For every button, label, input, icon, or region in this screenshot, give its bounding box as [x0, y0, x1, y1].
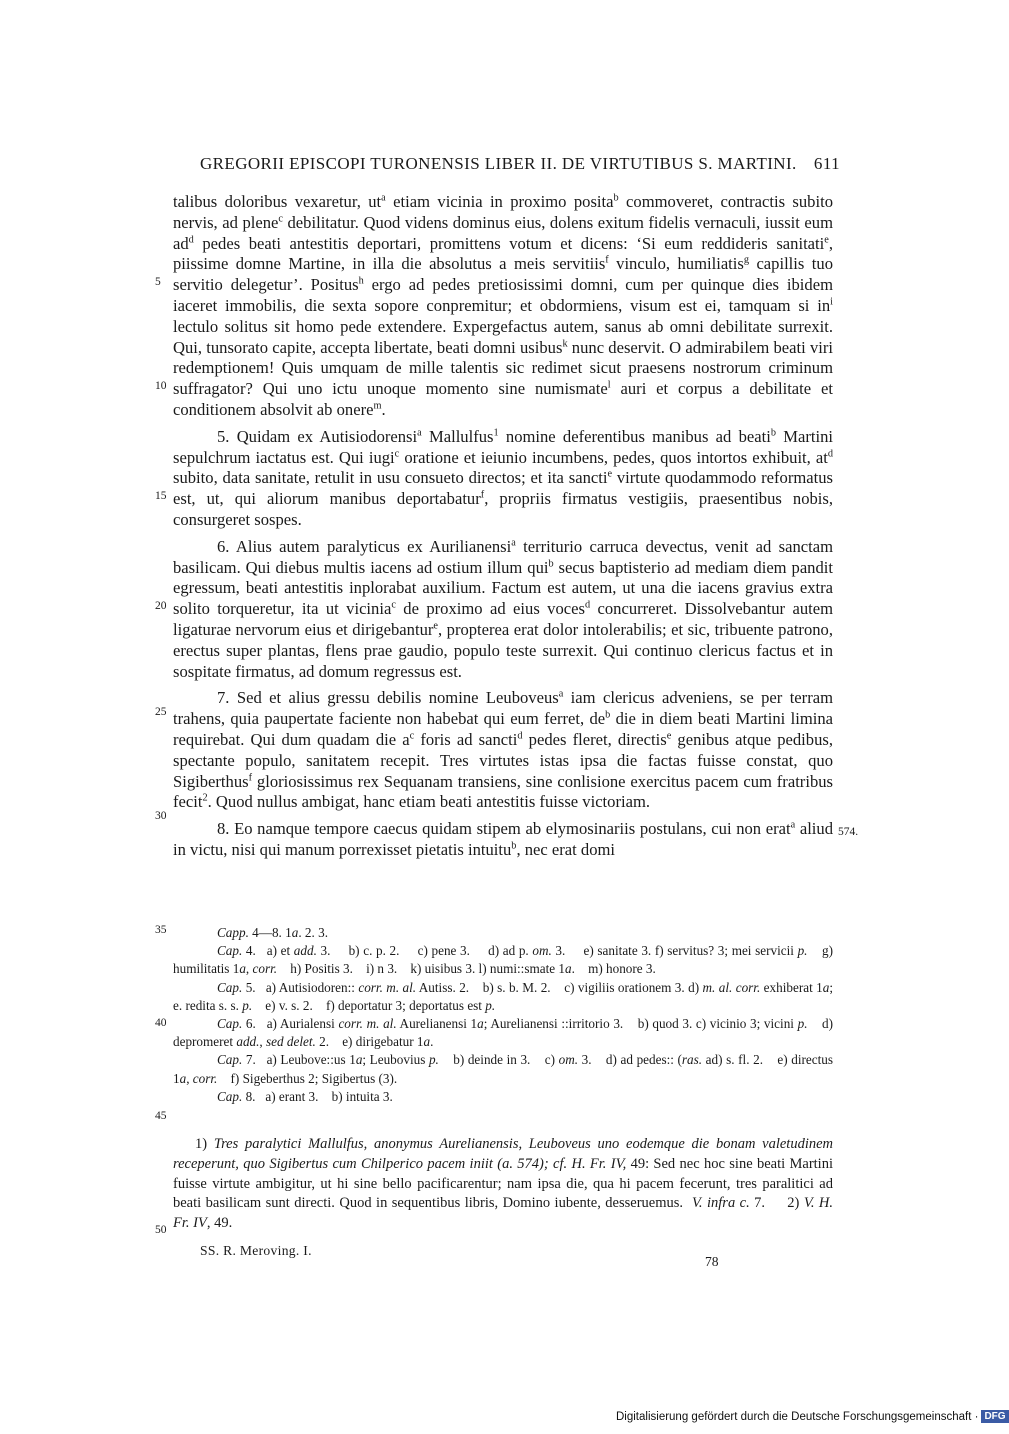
line-number: 40 [155, 1017, 167, 1029]
signature-mark: SS. R. Meroving. I. [200, 1243, 312, 1258]
line-number: 10 [155, 380, 167, 392]
running-header [200, 154, 840, 174]
line-number: 50 [155, 1224, 167, 1236]
dfg-logo: DFG [981, 1410, 1008, 1423]
footnotes: 1) Tres paralytici Mallulfus, anonymus Aurelianensis, Leuboveus uno eodemque die bonam valetudinem receperunt, quo Sigibertus cum Chilperico pacem iniit (a. 574); cf. H. Fr. IV, 49: Sed nec hoc sine beati Martini fuisse virtute ambigitur, ut hi sine bello pacificarentur; nam ipsa die, qua hi pacem fecerunt, tres paralitici ad beati basilicam sunt directi. Quod in sequentibus libris, Domino iubente, desseruemus. V. infra c. 7. 2) V. H. Fr. IV, 49. [173, 1136, 833, 1232]
main-text: talibus doloribus vexaretur, $ut^a$ etiam vicinia in proximo posita$^b$ commoveret, contractis subito nervis, ad plene$^c$ debilitatur. Quod videns dominus eius, dolens exitum fidelis vernaculi, iussit eum $ad^d$ pedes beati antestitis deportari, promittens votum et dicens: ‘Si eum reddideris sanitati$^e$, piissime domne Martine, in illa die absolutus a meis servitiis$^f$ vinculo, humiliatis$^g$ capillis tuo servitio delegetur’. Positus$^h$ ergo ad pedes pretiosissimi domni, cum per quinque dies ibidem iaceret immobilis, die sexta sopore conpremitur; et obdormiens, visum est ei, tamquam si $in^i$ lectulo solitus sit homo pede extendere. Expergefactus autem, sanus ab omni debilitate surrexit. Qui, tunsorato capite, accepta libertate, beati domni usibus$^k$ nunc deservit. O admirabilem beati viri redemptionem! Quis umquam de mille talentis sic redimet sicut praesens nostrorum criminum suffragator? Qui uno ictu unoque momento sine numismate$^l$ auri et corpus a debilitate et conditionem absolvit ab onere$^m$. 5. Quidam ex Autisiodorensi$^a$ Mallulfus$^1$ nomine deferentibus manibus ad beati$^b$ Martini sepulchrum iactatus est. Qui iugi$^c$ oratione et ieiunio incumbens, pedes, quos intortos exhibuit, $at^d$ subito, data sanitate, retulit in usu consueto directos; et ita sancti$^e$ virtute quodammodo reformatus est, ut, qui aliorum manibus deportabatur$^f$, propriis firmatus vestigiis, praesentibus nobis, consurgeret sospes. 6. Alius autem paralyticus ex Aurilianensi$^a$ territurio carruca devectus, venit ad sanctam basilicam. Qui diebus multis iacens ad ostium illum qui$^b$ secus baptisterio ad mediam diem pandit egressum, beati antestitis inplorabat auxilium. Factum est autem, ut una die iacens gravius extra solito torqueretur, ita ut vicinia$^c$ de proximo ad eius voces$^d$ concurreret. Dissolvebantur autem ligaturae nervorum eius et dirigebantur$^e$, propterea erat dolor intolerabilis; et sic, tribuente patrono, erectus super plantas, flens prae gaudio, populo teste surrexit. Qui continuo clericus factus et in sospitate firmatus, ad domum regressus est. 7. Sed et alius gressu debilis nomine Leuboveus$^a$ iam clericus adveniens, se per terram trahens, quia paupertate faciente non habebat qui eum ferret, $de^b$ die in diem beati Martini limina requirebat. Qui dum quadam die $a^c$ foris ad sancti$^d$ pedes fleret, directis$^e$ genibus atque pedibus, spectante populo, sanitatem recepit. Tres virtutes istas ipsa die factas fuisse constat, quo Sigiberthus$^f$ gloriosissimus rex Sequanam transiens, sine conlisione exercitus pacem cum fratribus fecit$^2$. Quod nullus ambigat, hanc etiam beati antestitis fuisse victoriam. 8. Eo namque tempore caecus quidam stipem ab elymosinariis postulans, cui non erat$^a$ aliud in victu, nisi qui manum porrexisset pietatis intuitu$^b$, nec erat domi [173, 192, 834, 859]
line-number: 25 [155, 706, 167, 718]
line-number: 45 [155, 1110, 167, 1122]
critical-apparatus: Capp. 4—8. 1a. 2. 3. Cap. 4. a) et add. 3. b) c. p. 2. c) pene 3. d) ad p. om. 3. e) sanitate 3. f) servitus? 3; mei servicii p. g) humilitatis 1a, corr. h) Positis 3. i) n 3. k) uisibus 3. l) numi::smate 1a. m) honore 3. Cap. 5. a) Autisiodoren:: corr. m. al. Autiss. 2. b) s. b. M. 2. c) vigiliis orationem 3. d) m. al. corr. exhiberat 1a; e. redita s. s. p. e) v. s. 2. f) deportatur 3; deportatus est p. Cap. 6. a) Aurialensi corr. m. al. Aurelianensi 1a; Aurelianensi ::irritorio 3. b) quod 3. c) vicinio 3; vicini p. d) depromeret add., sed delet. 2. e) dirigebatur 1a. Cap. 7. a) Leubove::us 1a; Leubovius p. b) deinde in 3. c) om. 3. d) ad pedes:: (ras. ad) s. fl. 2. e) directus 1a, corr. f) Sigeberthus 2; Sigibertus (3). Cap. 8. a) erant 3. b) intuita 3. [173, 925, 834, 1104]
dfg-footer [616, 1410, 1009, 1423]
signature-number: 78 [705, 1254, 719, 1269]
page-number: 611 [813, 154, 840, 173]
line-number: 5 [155, 276, 161, 288]
line-number: 20 [155, 600, 167, 612]
line-number: 30 [155, 810, 167, 822]
line-number: 35 [155, 924, 167, 936]
line-number: 15 [155, 490, 167, 502]
margin-year: 574. [838, 826, 859, 838]
dfg-footer-text: Digitalisierung gefördert durch die Deutsche Forschungsgemeinschaft · [616, 1411, 979, 1423]
running-title: GREGORII EPISCOPI TURONENSIS LIBER II. DE VIRTUTIBUS S. MARTINI. [200, 154, 797, 173]
